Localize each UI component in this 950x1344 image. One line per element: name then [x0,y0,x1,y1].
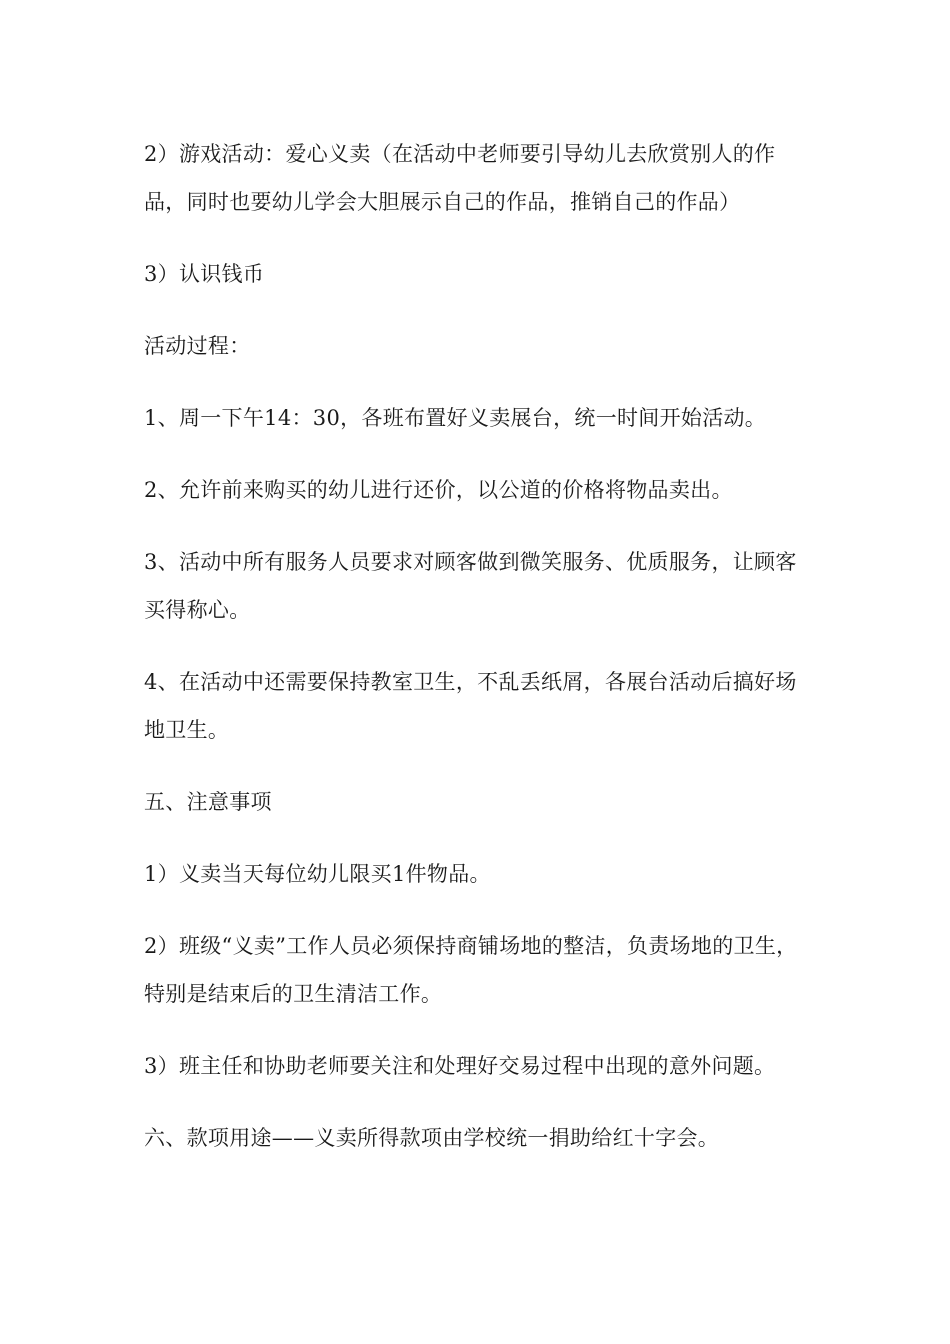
section-heading-process: 活动过程： [144,334,251,358]
paragraph-note-2: 2）班级“义卖”工作人员必须保持商铺场地的整洁，负责场地的卫生，特别是结束后的卫生清洁工作。 [144,934,798,1006]
paragraph-game-activity: 2）游戏活动：爱心义卖（在活动中老师要引导幼儿去欣赏别人的作品，同时也要幼儿学会大胆展示自己的作品，推销自己的作品） [144,142,776,214]
document-body [144,130,814,1186]
paragraph-process-4: 4、在活动中还需要保持教室卫生，不乱丢纸屑，各展台活动后搞好场地卫生。 [144,670,797,742]
paragraph-process-3: 3、活动中所有服务人员要求对顾客做到微笑服务、优质服务，让顾客买得称心。 [144,550,797,622]
paragraph-note-1: 1）义卖当天每位幼儿限买1件物品。 [144,862,491,886]
paragraph-know-money: 3）认识钱币 [144,262,265,286]
paragraph-process-1: 1、周一下午14：30，各班布置好义卖展台，统一时间开始活动。 [144,406,767,430]
paragraph-note-3: 3）班主任和协助老师要关注和处理好交易过程中出现的意外问题。 [144,1054,776,1078]
section-heading-notes: 五、注意事项 [144,790,272,814]
paragraph-process-2: 2、允许前来购买的幼儿进行还价，以公道的价格将物品卖出。 [144,478,733,502]
section-heading-funds-use: 六、款项用途——义卖所得款项由学校统一捐助给红十字会。 [144,1126,720,1150]
